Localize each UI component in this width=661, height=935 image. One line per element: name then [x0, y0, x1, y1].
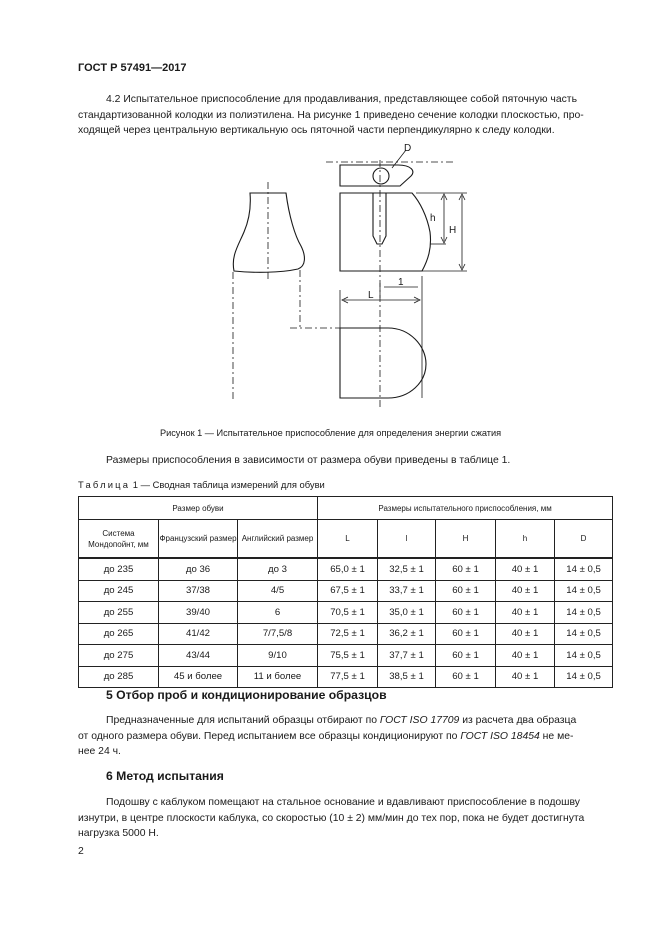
section-4-2-line-1: 4.2 Испытательное приспособление для продавливания, представляющее собой пяточную часть — [106, 94, 577, 105]
table-label: Таблица — [78, 479, 131, 490]
section-6-title: 6 Метод испытания — [106, 769, 224, 783]
table-cell: 45 и более — [159, 666, 238, 688]
dimensions-table — [78, 496, 613, 688]
label-l: 1 — [398, 277, 404, 288]
table-cell: 35,0 ± 1 — [378, 602, 436, 624]
s6-line-2: изнутри, в центре плоскости каблука, со скоростью (10 ± 2) мм/мин до тех пор, пока не будет достигнута — [78, 812, 585, 824]
table-cell: 39/40 — [159, 602, 238, 624]
table-cell: 37,7 ± 1 — [378, 645, 436, 667]
table-cell: 72,5 ± 1 — [318, 623, 378, 645]
header-fixture-dims: Размеры испытательного приспособления, мм — [318, 497, 613, 520]
table-cell: 40 ± 1 — [496, 602, 555, 624]
table-cell: 9/10 — [238, 645, 318, 667]
table-cell: 33,7 ± 1 — [378, 580, 436, 602]
table-cell: 60 ± 1 — [436, 666, 496, 688]
table-cell: 40 ± 1 — [496, 558, 555, 580]
table-cell: 38,5 ± 1 — [378, 666, 436, 688]
table-cell: 14 ± 0,5 — [555, 666, 613, 688]
s6-line-1: Подошву с каблуком помещают на стальное основание и вдавливают приспособление в подошву — [106, 797, 581, 808]
s5-text-5: нее 24 ч. — [78, 746, 121, 758]
header-shoe-size: Размер обуви — [79, 497, 318, 520]
s6-line-3: нагрузка 5000 Н. — [78, 828, 159, 840]
header-D: D — [555, 520, 613, 559]
heel-side-profile — [233, 193, 304, 272]
table-cell: 43/44 — [159, 645, 238, 667]
pin-shape — [373, 193, 386, 244]
header-l: l — [378, 520, 436, 559]
table-cell: 4/5 — [238, 580, 318, 602]
plan-view — [340, 328, 426, 398]
table-cell: 14 ± 0,5 — [555, 580, 613, 602]
table-cell: 32,5 ± 1 — [378, 558, 436, 580]
header-H: H — [436, 520, 496, 559]
table-cell: 40 ± 1 — [496, 580, 555, 602]
table-cell: 65,0 ± 1 — [318, 558, 378, 580]
table-cell: 41/42 — [159, 623, 238, 645]
table-cell: до 36 — [159, 558, 238, 580]
label-H: H — [449, 225, 457, 236]
page-number: 2 — [78, 846, 84, 857]
label-h: h — [430, 213, 436, 224]
table-cell: до 275 — [79, 645, 159, 667]
s5-text-2: из расчета два образца — [459, 715, 577, 726]
label-L: L — [368, 290, 374, 301]
table-cell: 11 и более — [238, 666, 318, 688]
table-cell: до 255 — [79, 602, 159, 624]
reference-gost-iso-18454: ГОСТ ISO 18454 — [460, 730, 540, 742]
table-cell: до 245 — [79, 580, 159, 602]
document-header: ГОСТ Р 57491—2017 — [78, 62, 187, 74]
table-cell: 14 ± 0,5 — [555, 602, 613, 624]
table-cell: 14 ± 0,5 — [555, 558, 613, 580]
section-4-2-text — [78, 92, 588, 139]
section-5-text — [78, 713, 588, 760]
table-cell: 40 ± 1 — [496, 666, 555, 688]
table-cell: до 235 — [79, 558, 159, 580]
section-6-text — [78, 795, 588, 842]
header-mondopoint: Система Мондопойнт, мм — [79, 520, 159, 559]
table-cell: 70,5 ± 1 — [318, 602, 378, 624]
section-5-title: 5 Отбор проб и кондиционирование образцов — [106, 688, 387, 702]
table-row — [79, 602, 613, 624]
table-cell: до 285 — [79, 666, 159, 688]
section-body — [340, 193, 431, 271]
table-cell: 37/38 — [159, 580, 238, 602]
s5-text-4: не ме- — [539, 730, 574, 742]
table-cell: 60 ± 1 — [436, 623, 496, 645]
header-french: Французский размер — [159, 520, 238, 559]
table-cell: 36,2 ± 1 — [378, 623, 436, 645]
table-row — [79, 666, 613, 688]
s5-text-1: Предназначенные для испытаний образцы отбирают по — [106, 715, 380, 726]
table-row — [79, 623, 613, 645]
table-cell: 67,5 ± 1 — [318, 580, 378, 602]
table-cell: 14 ± 0,5 — [555, 623, 613, 645]
table-cell: 75,5 ± 1 — [318, 645, 378, 667]
table-cell: 60 ± 1 — [436, 558, 496, 580]
table-cell: до 265 — [79, 623, 159, 645]
figure-caption: Рисунок 1 — Испытательное приспособление для определения энергии сжатия — [159, 428, 502, 438]
header-english: Английский размер — [238, 520, 318, 559]
table-cell: до 3 — [238, 558, 318, 580]
table-cell: 7/7,5/8 — [238, 623, 318, 645]
table-cell: 6 — [238, 602, 318, 624]
table-caption — [78, 479, 325, 490]
table-cell: 40 ± 1 — [496, 623, 555, 645]
table-cell: 14 ± 0,5 — [555, 645, 613, 667]
table-row — [79, 558, 613, 580]
header-h: h — [496, 520, 555, 559]
table-intro: Размеры приспособления в зависимости от размера обуви приведены в таблице 1. — [106, 455, 511, 466]
header-L: L — [318, 520, 378, 559]
pin-hole — [373, 168, 389, 184]
section-4-2-line-3: ходящей через центральную вертикальную ось пяточной части перпендикулярно к следу колодки. — [78, 125, 555, 137]
label-D: D — [404, 143, 412, 154]
table-cell: 40 ± 1 — [496, 645, 555, 667]
reference-gost-iso-17709: ГОСТ ISO 17709 — [379, 715, 460, 726]
table-cell: 60 ± 1 — [436, 580, 496, 602]
table-title: 1 — Сводная таблица измерений для обуви — [130, 479, 325, 490]
table-cell: 77,5 ± 1 — [318, 666, 378, 688]
table-cell: 60 ± 1 — [436, 645, 496, 667]
s5-text-3: от одного размера обуви. Перед испытанием все образцы кондиционируют по — [78, 730, 461, 742]
figure-1-drawing — [220, 138, 480, 418]
table-row — [79, 580, 613, 602]
section-4-2-line-2: стандартизованной колодки из полиэтилена. На рисунке 1 приведено сечение колодки плоскостью, про- — [78, 109, 584, 121]
table-row — [79, 645, 613, 667]
table-cell: 60 ± 1 — [436, 602, 496, 624]
